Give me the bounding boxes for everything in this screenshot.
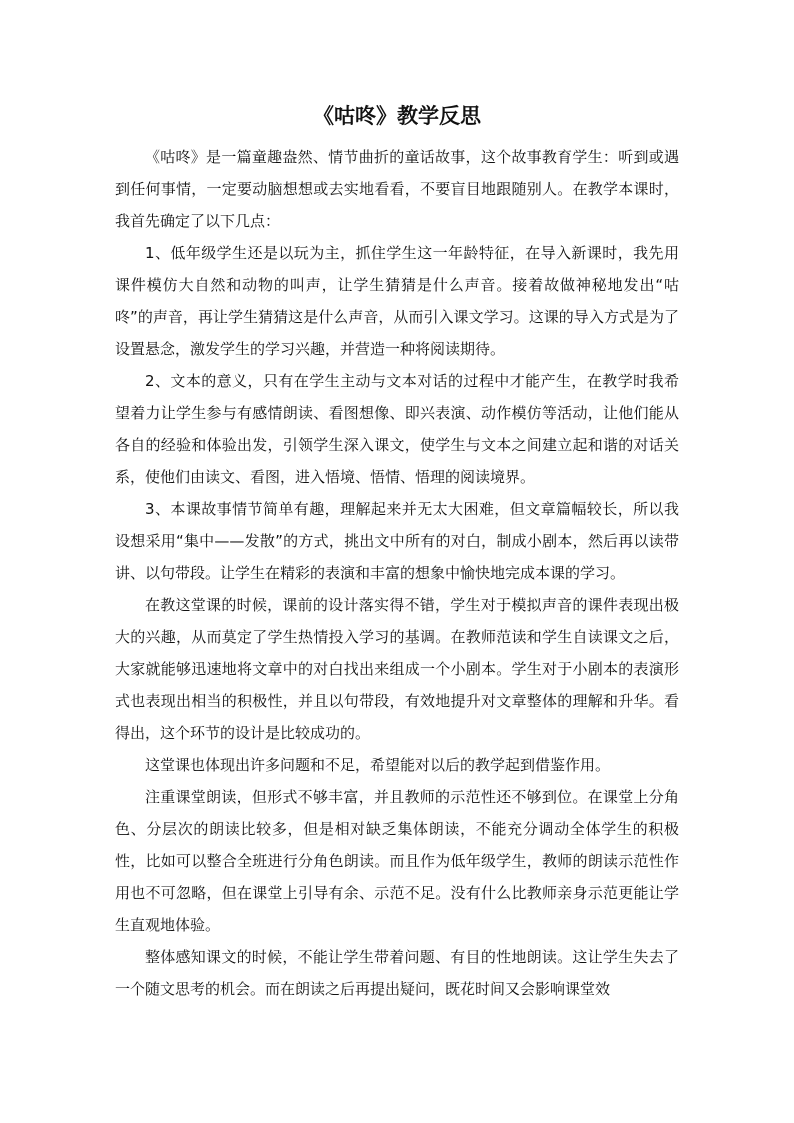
paragraph-reading: 注重课堂朗读，但形式不够丰富，并且教师的示范性还不够到位。在课堂上分角色、分层次的朗读比较多，但是相对缺乏集体朗读，不能充分调动全体学生的积极性，比如可以整合全班进行分角色朗读。而且作为低年级学生，教师的朗读示范性作用也不可忽略，但在课堂上引导有余、示范不足。没有什么比教师亲身示范更能让学生直观地体验。 (115, 788, 679, 934)
paragraph-point-2: 2、文本的意义，只有在学生主动与文本对话的过程中才能产生，在教学时我希望着力让学生参与有感情朗读、看图想像、即兴表演、动作模仿等活动，让他们能从各自的经验和体验出发，引领学生深入课文，使学生与文本之间建立起和谐的对话关系，使他们由读文、看图，进入悟境、悟情、悟理的阅读境界。 (115, 372, 679, 486)
paragraph-point-3: 3、本课故事情节简单有趣，理解起来并无太大困难，但文章篇幅较长，所以我设想采用“集中——发散”的方式，挑出文中所有的对白，制成小剧本，然后再以读带讲、以句带段。让学生在精彩的表演和丰富的想象中愉快地完成本课的学习。 (115, 500, 679, 582)
paragraph-perception: 整体感知课文的时候，不能让学生带着问题、有目的性地朗读。这让学生失去了一个随文思考的机会。而在朗读之后再提出疑问，既花时间又会影响课堂效 (115, 948, 679, 998)
paragraph-reflection: 在教这堂课的时候，课前的设计落实得不错，学生对于模拟声音的课件表现出极大的兴趣，从而莫定了学生热情投入学习的基调。在教师范读和学生自读课文之后，大家就能够迅速地将文章中的对白找出来组成一个小剧本。学生对于小剧本的表演形式也表现出相当的积极性，并且以句带段，有效地提升对文章整体的理解和升华。看得出，这个环节的设计是比较成功的。 (115, 596, 679, 742)
paragraph-shortcomings: 这堂课也体现出许多问题和不足，希望能对以后的教学起到借鉴作用。 (145, 756, 611, 774)
document-title: 《咕咚》教学反思 (313, 103, 481, 128)
paragraph-point-1: 1、低年级学生还是以玩为主，抓住学生这一年龄特征，在导入新课时，我先用课件模仿大自然和动物的叫声，让学生猜猜是什么声音。接着故做神秘地发出“咕咚”的声音，再让学生猜猜这是什么声音，从而引入课文学习。这课的导入方式是为了设置悬念，激发学生的学习兴趣，并营造一种将阅读期待。 (115, 244, 679, 358)
document-body (115, 141, 679, 1005)
paragraph-intro: 《咕咚》是一篇童趣盎然、情节曲折的童话故事，这个故事教育学生：听到或遇到任何事情，一定要动脑想想或去实地看看，不要盲目地跟随别人。在教学本课时，我首先确定了以下几点： (115, 148, 679, 230)
